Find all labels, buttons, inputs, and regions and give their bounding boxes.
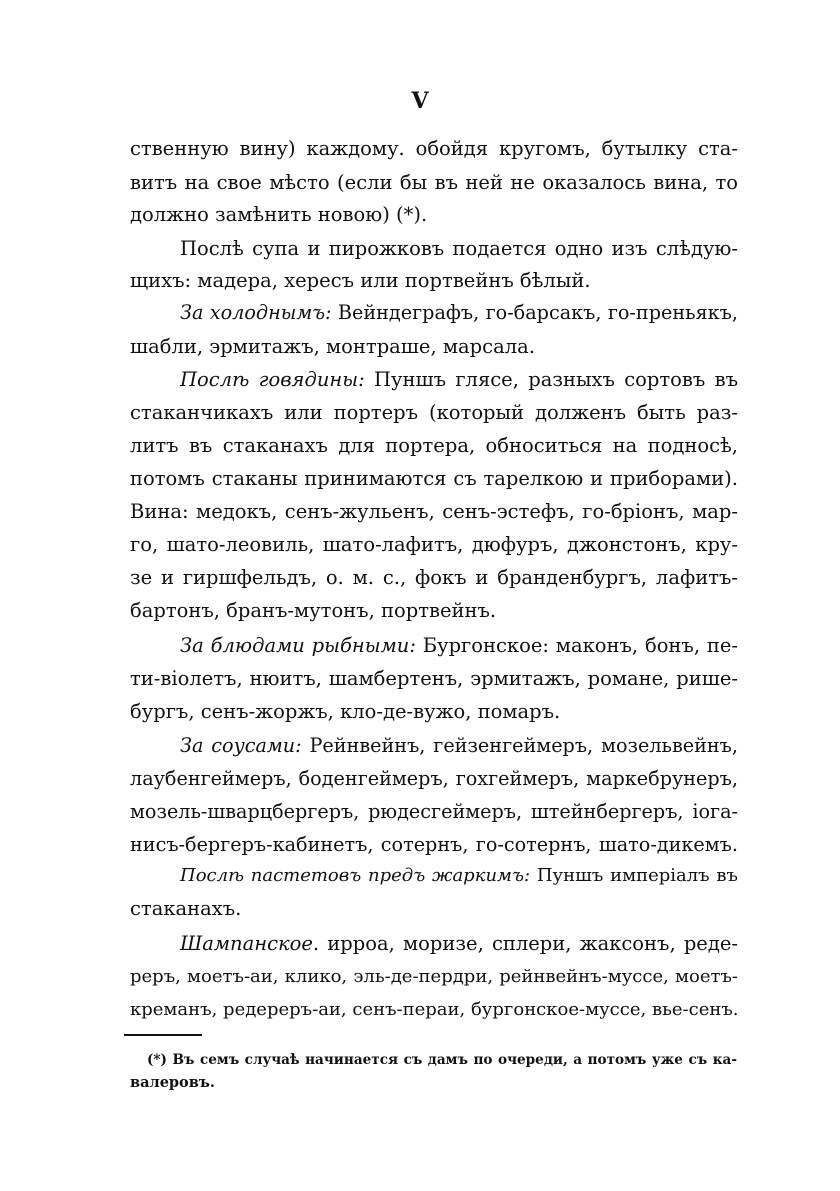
footnote-divider <box>124 1034 202 1036</box>
text-line: шабли, эрмитажъ, монтраше, марсала. <box>130 335 535 358</box>
section-label: За соусами: <box>180 734 302 757</box>
text-line: Шампанское. ирроа, моризе, сплери, жаксонъ, реде- <box>180 932 738 955</box>
text-line: За блюдами рыбными: Бургонское: маконъ, бонъ, пе- <box>180 634 738 657</box>
section-label: За холоднымъ: <box>180 301 332 324</box>
text-line: потомъ стаканы принимаются съ тарелкою и приборами). <box>130 467 738 490</box>
text-line: лаубенгеймеръ, боденгеймеръ, гохгеймеръ, маркебрунеръ, <box>130 767 738 790</box>
text-line: Послѣ пастетовъ предъ жаркимъ: Пуншъ имперіалъ въ <box>180 865 738 886</box>
text-line: креманъ, редереръ-аи, сенъ-пераи, бургонское-муссе, вье-сенъ. <box>130 999 739 1020</box>
text-line: реръ, моетъ-аи, клико, эль-де-пердри, рейнвейнъ-муссе, моетъ- <box>130 966 738 987</box>
section-label: Послѣ говядины: <box>180 368 365 391</box>
text-line: ти-віолетъ, нюитъ, шамбертенъ, эрмитажъ, романе, рише- <box>130 667 738 690</box>
text-line: За холоднымъ: Вейндеграфъ, го-барсакъ, го-преньякъ, <box>180 301 738 324</box>
text-line: литъ въ стаканахъ для портера, обноситься на подносѣ, <box>130 434 738 457</box>
text-line: Вина: медокъ, сенъ-жульенъ, сенъ-эстефъ, го-бріонъ, мар- <box>130 500 738 523</box>
text-line: нисъ-бергеръ-кабинетъ, сотернъ, го-сотернъ, шато-дикемъ. <box>130 833 738 856</box>
text-line: бургъ, сенъ-жоржъ, кло-де-вужо, помаръ. <box>130 700 561 723</box>
section-label: Послѣ пастетовъ предъ жаркимъ: <box>180 865 531 886</box>
footnote-line: (*) Въ семъ случаѣ начинается съ дамъ по очереди, а потомъ уже съ ка- <box>147 1052 737 1068</box>
text-line: мозель-шварцбергеръ, рюдесгеймеръ, штейнбергеръ, іога- <box>130 800 738 823</box>
text-line: бартонъ, бранъ-мутонъ, портвейнъ. <box>130 599 497 622</box>
text-line: щихъ: мадера, хересъ или портвейнъ бѣлый. <box>130 269 591 292</box>
text-line: зе и гиршфельдъ, о. м. с., фокъ и бранденбургъ, лафитъ- <box>130 566 738 589</box>
text-line: стаканчикахъ или портеръ (который долженъ быть раз- <box>130 401 738 424</box>
section-label: Шампанское <box>180 932 313 955</box>
text-line: ственную вину) каждому. обойдя кругомъ, бутылку ста- <box>130 137 738 160</box>
section-label: За блюдами рыбными: <box>180 634 416 657</box>
text-line: За соусами: Рейнвейнъ, гейзенгеймеръ, мозельвейнъ, <box>180 734 738 757</box>
footnote-line: валеровъ. <box>130 1074 215 1091</box>
text-line: должно замѣнить новою) (*). <box>130 203 428 226</box>
text-line: го, шато-леовиль, шато-лафитъ, дюфуръ, джонстонъ, кру- <box>130 533 738 556</box>
text-line: Послѣ говядины: Пуншъ глясе, разныхъ сортовъ въ <box>180 368 738 391</box>
text-line: Послѣ супа и пирожковъ подается одно изъ слѣдую- <box>180 237 738 260</box>
text-line: витъ на свое мѣсто (если бы въ ней не оказалось вина, то <box>130 171 738 194</box>
text-line: стаканахъ. <box>130 897 242 920</box>
page-number: V <box>411 88 429 114</box>
